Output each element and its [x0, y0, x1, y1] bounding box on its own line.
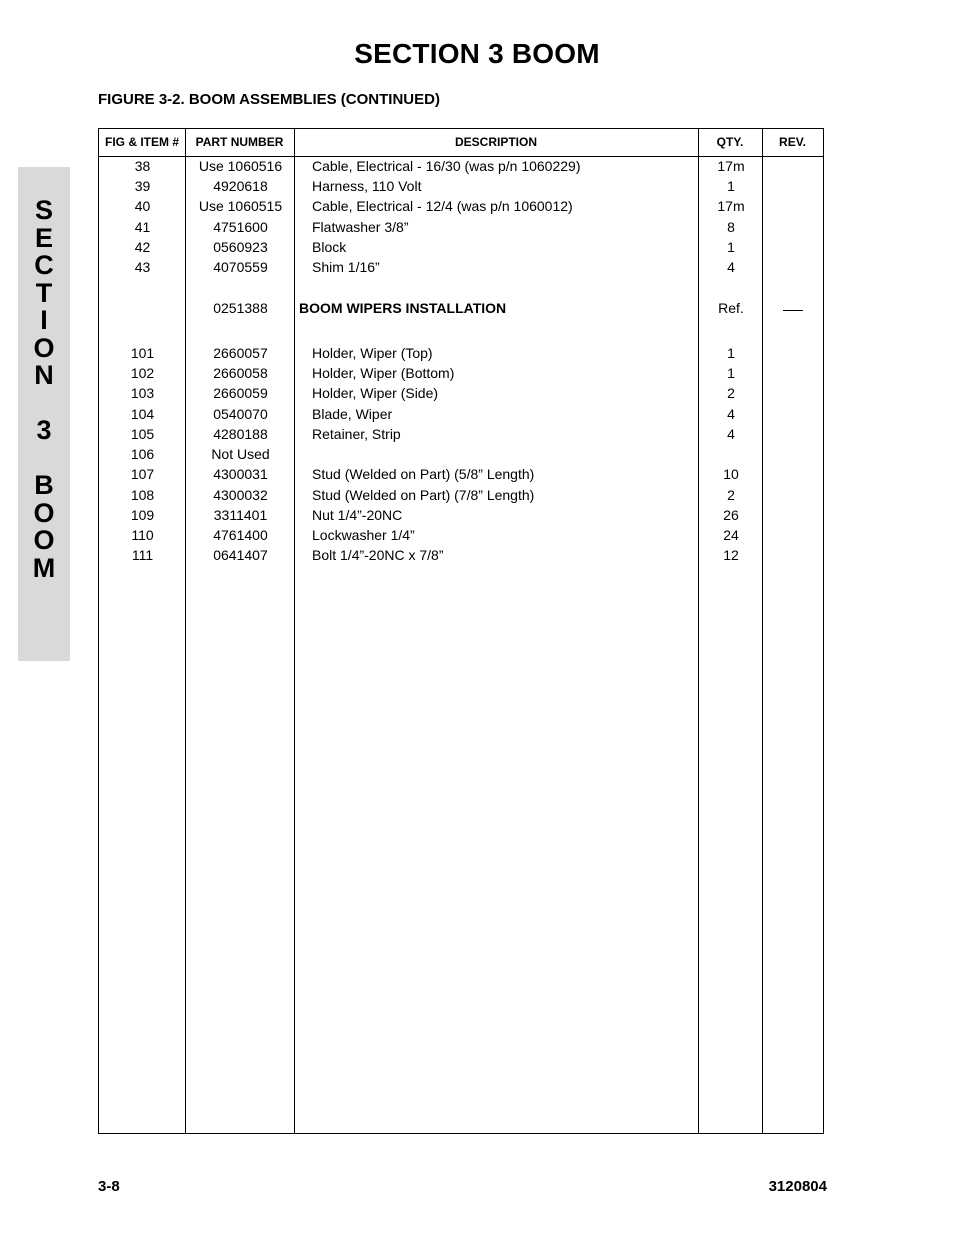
- header-rev: REV.: [779, 135, 806, 149]
- row-quantity: 1: [727, 239, 735, 255]
- column-divider: [185, 129, 186, 1133]
- row-item-number: 101: [130, 345, 155, 361]
- header-qty: QTY.: [716, 135, 744, 149]
- row-quantity: 10: [723, 466, 739, 482]
- row-item-number: 103: [130, 385, 155, 401]
- side-tab-letters: [18, 197, 70, 582]
- row-quantity: 4: [727, 259, 735, 275]
- figure-title: FIGURE 3-2. BOOM ASSEMBLIES (CONTINUED): [98, 91, 440, 108]
- row-rev-dash: [783, 310, 803, 311]
- side-tab-letter: B: [34, 470, 54, 500]
- row-part-number: 4761400: [213, 527, 268, 543]
- footer-doc-number: 3120804: [768, 1178, 827, 1195]
- row-part-number: 4920618: [213, 178, 268, 194]
- page-title: SECTION 3 BOOM: [354, 38, 600, 69]
- row-item-number: 42: [134, 239, 151, 255]
- row-quantity: 2: [727, 385, 735, 401]
- row-quantity: Ref.: [718, 300, 744, 316]
- table-row: [99, 156, 823, 176]
- row-part-number: 4300031: [213, 466, 268, 482]
- row-item-number: 111: [131, 547, 154, 563]
- side-tab-letter: O: [33, 332, 55, 363]
- row-description: Harness, 110 Volt: [312, 178, 422, 194]
- row-quantity: 4: [727, 426, 735, 442]
- table-row: [99, 383, 823, 403]
- row-description: Retainer, Strip: [312, 426, 401, 442]
- row-item-number: 109: [130, 507, 155, 523]
- row-part-number: 4070559: [213, 259, 268, 275]
- table-row: [99, 404, 823, 424]
- row-part-number: 4751600: [213, 219, 268, 235]
- table-row: [99, 525, 823, 545]
- row-description: Stud (Welded on Part) (7/8” Length): [312, 487, 535, 503]
- table-row: [99, 257, 823, 277]
- row-quantity: 12: [723, 547, 739, 563]
- table-row: [99, 217, 823, 237]
- row-item-number: 102: [130, 365, 155, 381]
- row-description: Nut 1/4”-20NC: [312, 507, 403, 523]
- table-row: [99, 485, 823, 505]
- row-quantity: 1: [727, 345, 735, 361]
- header-fig-item: FIG & ITEM #: [104, 135, 179, 149]
- row-quantity: 26: [723, 507, 739, 523]
- side-tab-letter: 3: [36, 415, 52, 445]
- row-part-number: 4300032: [213, 487, 268, 503]
- table-row: [99, 505, 823, 525]
- table-row: [99, 545, 823, 565]
- row-part-number: 0251388: [213, 300, 268, 316]
- row-description: Holder, Wiper (Top): [312, 345, 433, 361]
- row-description: Cable, Electrical - 16/30 (was p/n 1060229): [312, 158, 581, 174]
- row-item-number: 106: [130, 446, 155, 462]
- row-item-number: 38: [134, 158, 151, 174]
- row-item-number: 104: [130, 406, 155, 422]
- side-tab-letter: N: [34, 360, 54, 390]
- row-description: Stud (Welded on Part) (5/8” Length): [312, 466, 535, 482]
- row-part-number: 3311401: [213, 507, 268, 523]
- side-tab-letter: S: [34, 195, 53, 225]
- row-description: Flatwasher 3/8”: [312, 219, 409, 235]
- row-description: Holder, Wiper (Bottom): [312, 365, 455, 381]
- row-description: BOOM WIPERS INSTALLATION: [299, 300, 507, 316]
- row-description: Shim 1/16”: [312, 259, 380, 275]
- row-item-number: 108: [130, 487, 155, 503]
- row-part-number: 4280188: [213, 426, 268, 442]
- column-divider: [762, 129, 763, 1133]
- row-quantity: 8: [727, 219, 735, 235]
- row-quantity: 1: [727, 365, 735, 381]
- row-quantity: 1: [727, 178, 735, 194]
- row-quantity: 17m: [717, 158, 745, 174]
- row-item-number: 43: [134, 259, 151, 275]
- footer-page-number: 3-8: [98, 1178, 120, 1195]
- table-row: [99, 237, 823, 257]
- side-tab-letter: O: [33, 497, 55, 528]
- table-row: [99, 196, 823, 216]
- row-quantity: 24: [723, 527, 739, 543]
- header-description: DESCRIPTION: [454, 135, 537, 149]
- side-tab-letter: T: [35, 277, 53, 308]
- row-item-number: 40: [134, 198, 151, 214]
- row-part-number: Use 1060516: [198, 158, 283, 174]
- side-tab-gap: [18, 390, 70, 418]
- table-row: [99, 343, 823, 363]
- row-description: Cable, Electrical - 12/4 (was p/n 1060012): [312, 198, 573, 214]
- row-item-number: 105: [130, 426, 155, 442]
- row-description: Bolt 1/4”-20NC x 7/8”: [312, 547, 444, 563]
- row-part-number: Not Used: [211, 446, 270, 462]
- table-row: [99, 444, 823, 464]
- row-part-number: 0540070: [213, 406, 268, 422]
- row-description: Lockwasher 1/4”: [312, 527, 415, 543]
- row-part-number: 2660057: [213, 345, 268, 361]
- header-part-number: PART NUMBER: [195, 135, 284, 149]
- row-quantity: 4: [727, 406, 735, 422]
- row-quantity: 2: [727, 487, 735, 503]
- row-description: Blade, Wiper: [312, 406, 393, 422]
- side-tab-letter: C: [34, 250, 54, 280]
- side-tab-letter: M: [32, 552, 56, 583]
- table-row: [99, 176, 823, 196]
- table-row: [99, 424, 823, 444]
- parts-table: [98, 128, 824, 1134]
- table-row: [99, 464, 823, 484]
- row-quantity: 17m: [717, 198, 745, 214]
- row-item-number: 110: [131, 527, 154, 543]
- row-part-number: 2660058: [213, 365, 268, 381]
- row-item-number: 39: [134, 178, 151, 194]
- row-description: Holder, Wiper (Side): [312, 385, 439, 401]
- column-divider: [698, 129, 699, 1133]
- section-side-tab: [18, 167, 70, 661]
- row-part-number: Use 1060515: [198, 198, 283, 214]
- row-description: Block: [312, 239, 347, 255]
- side-tab-letter: O: [33, 525, 55, 555]
- row-item-number: 41: [134, 219, 151, 235]
- row-part-number: 0641407: [213, 547, 268, 563]
- column-divider: [294, 129, 295, 1133]
- row-item-number: 107: [130, 466, 155, 482]
- table-row: [99, 363, 823, 383]
- row-part-number: 2660059: [213, 385, 268, 401]
- side-tab-letter: I: [40, 305, 48, 335]
- table-row: [99, 298, 823, 318]
- side-tab-letter: E: [34, 222, 53, 253]
- side-tab-gap: [18, 445, 70, 473]
- row-part-number: 0560923: [213, 239, 268, 255]
